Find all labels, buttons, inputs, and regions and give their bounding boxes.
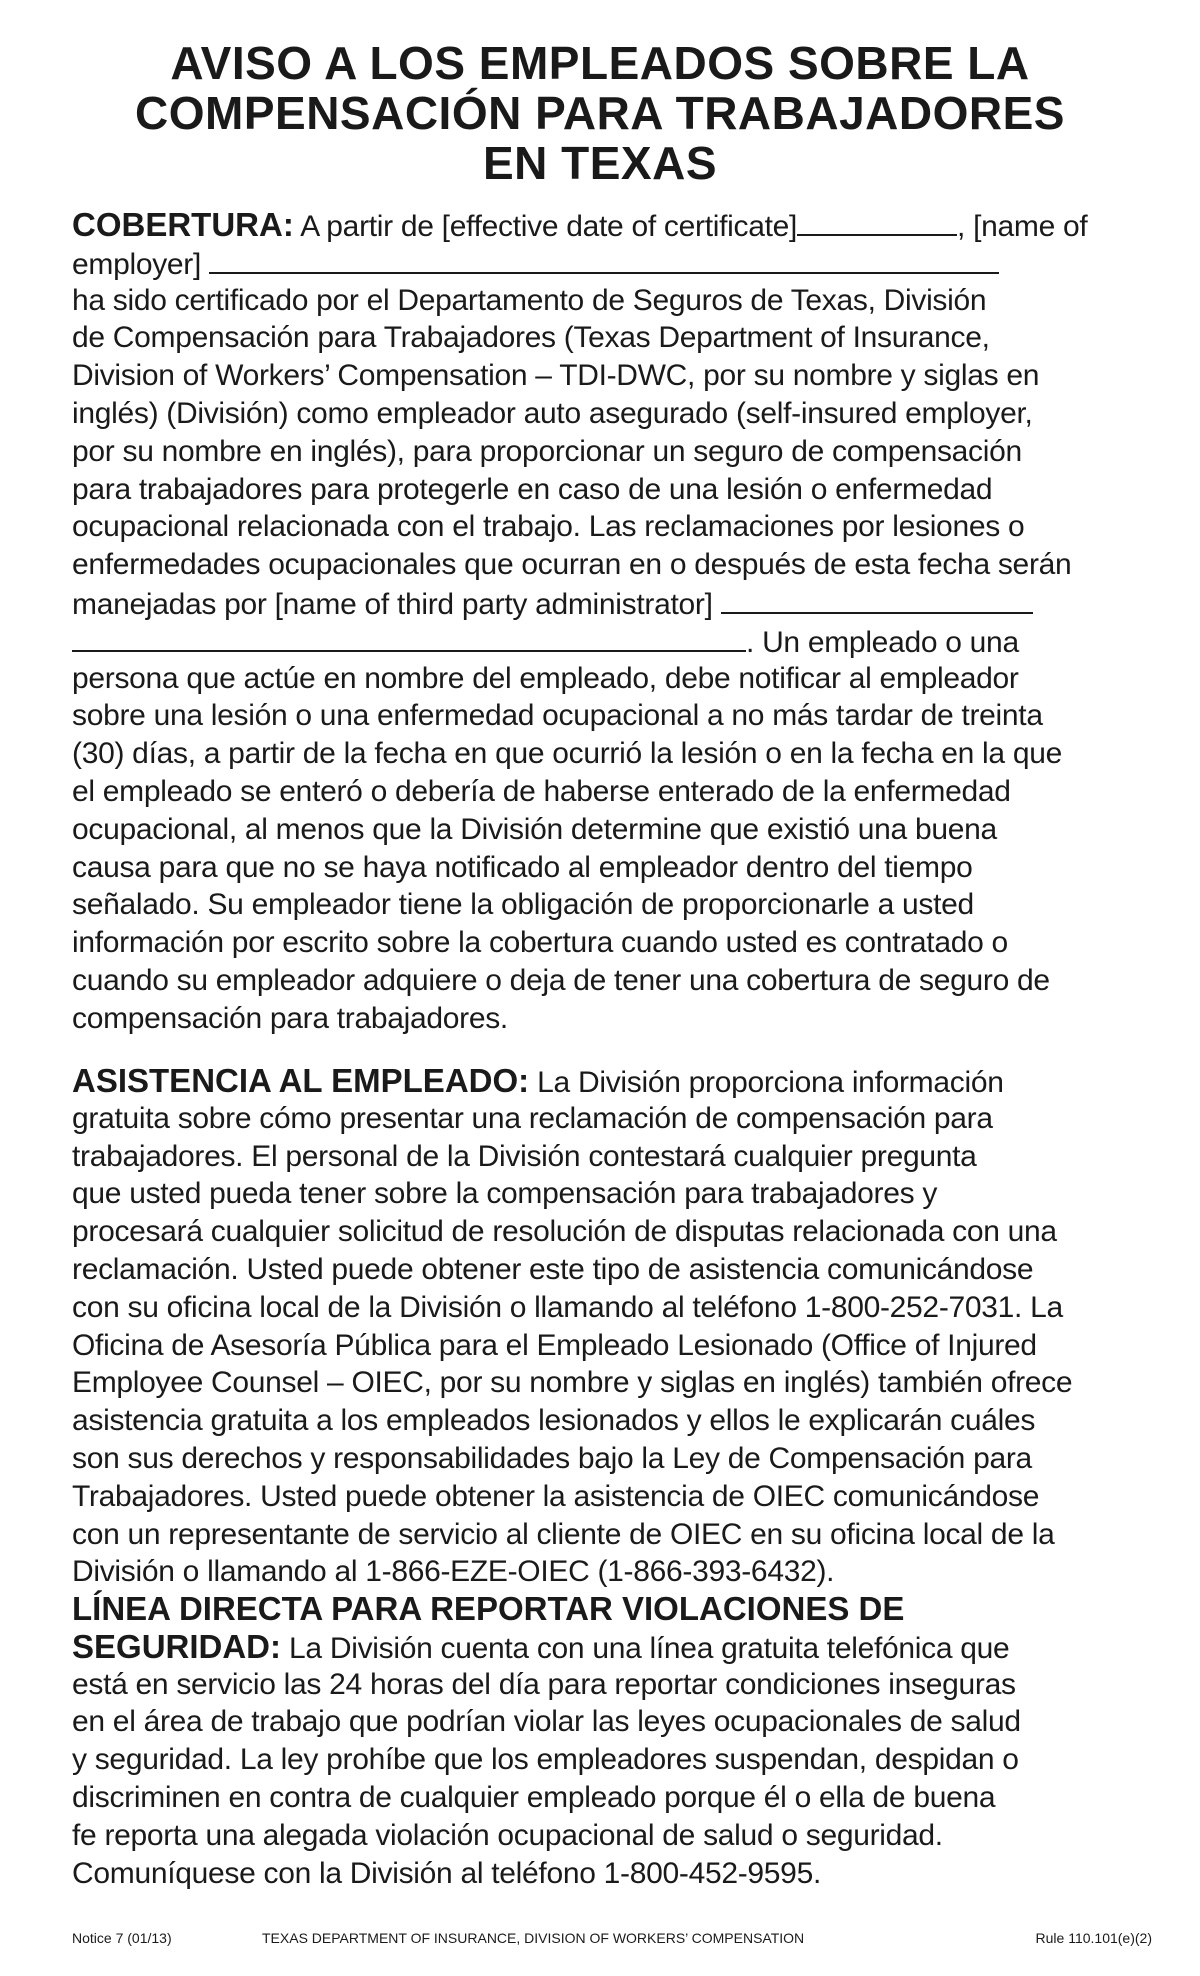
coverage-line: Division of Workers’ Compensation – TDI-DWC, por su nombre y siglas en [72, 359, 1040, 393]
coverage-line: cuando su empleador adquiere o deja de tener una cobertura de seguro de [72, 963, 1050, 997]
coverage-line: causa para que no se haya notificado al empleador dentro del tiempo [72, 850, 973, 884]
coverage-line: (30) días, a partir de la fecha en que ocurrió la lesión o en la fecha en la que [72, 737, 1062, 771]
coverage-line: ocupacional relacionada con el trabajo. Las reclamaciones por lesiones o [72, 510, 1025, 544]
agency-name: TEXAS DEPARTMENT OF INSURANCE, DIVISION OF WORKERS’ COMPENSATION [262, 1930, 805, 1946]
employer-name-blank [209, 244, 999, 274]
assistance-line: con su oficina local de la División o llamando al teléfono 1-800-252-7031. La [72, 1290, 1063, 1324]
coverage-line: inglés) (División) como empleador auto asegurado (self-insured employer, [72, 396, 1033, 430]
coverage-text: , [name of [957, 210, 1088, 243]
hotline-line: fe reporta una alegada violación ocupacional de salud o seguridad. [72, 1818, 943, 1852]
coverage-line [72, 206, 1152, 244]
footer [72, 1928, 1152, 1948]
coverage-line: persona que actúe en nombre del empleado, debe notificar al empleador [72, 661, 1019, 695]
title-line: COMPENSACIÓN PARA TRABAJADORES [135, 87, 1065, 139]
title-line: AVISO A LOS EMPLEADOS SOBRE LA [170, 37, 1030, 89]
assistance-line: Trabajadores. Usted puede obtener la asistencia de OIEC comunicándose [72, 1479, 1040, 1513]
coverage-line: ha sido certificado por el Departamento de Seguros de Texas, División [72, 283, 987, 317]
assistance-line: gratuita sobre cómo presentar una reclamación de compensación para [72, 1101, 993, 1135]
tpa-name-blank-continued [72, 622, 746, 652]
hotline-heading: LÍNEA DIRECTA PARA REPORTAR VIOLACIONES DE [72, 1590, 905, 1627]
coverage-line [72, 584, 1152, 622]
assistance-line: que usted pueda tener sobre la compensación para trabajadores y [72, 1177, 938, 1211]
coverage-text: . Un empleado o una [746, 625, 1019, 659]
hotline-line: Comuníquese con la División al teléfono 1-800-452-9595. [72, 1856, 821, 1890]
hotline-text: La División cuenta con una línea gratuita telefónica que [281, 1631, 1010, 1665]
coverage-text: A partir de [effective date of certificate] [293, 210, 798, 243]
assistance-section [72, 1062, 1152, 1591]
coverage-line: señalado. Su empleador tiene la obligación de proporcionarle a usted [72, 888, 974, 922]
assistance-line [72, 1062, 1152, 1100]
assistance-text: La División proporciona información [529, 1066, 1004, 1099]
assistance-line: son sus derechos y responsabilidades bajo la Ley de Compensación para [72, 1441, 1032, 1475]
coverage-line: información por escrito sobre la cobertura cuando usted es contratado o [72, 926, 1008, 960]
coverage-line: sobre una lesión o una enfermedad ocupacional a no más tardar de treinta [72, 699, 1043, 733]
hotline-line [72, 1628, 1152, 1666]
notice-title [60, 38, 1140, 188]
assistance-line: asistencia gratuita a los empleados lesionados y ellos le explicarán cuáles [72, 1404, 1036, 1438]
coverage-line [72, 622, 1152, 660]
assistance-heading: ASISTENCIA AL EMPLEADO: [72, 1062, 530, 1099]
hotline-line: está en servicio las 24 horas del día para reportar condiciones inseguras [72, 1667, 1016, 1701]
coverage-heading: COBERTURA: [72, 206, 294, 243]
coverage-text: manejadas por [name of third party administrator] [72, 587, 721, 621]
tpa-name-blank [721, 584, 1033, 614]
coverage-section [72, 206, 1152, 1038]
hotline-section [72, 1590, 1152, 1892]
assistance-line: con un representante de servicio al cliente de OIEC en su oficina local de la [72, 1517, 1055, 1551]
assistance-line: reclamación. Usted puede obtener este tipo de asistencia comunicándose [72, 1252, 1034, 1286]
hotline-line: discriminen en contra de cualquier empleado porque él o ella de buena [72, 1780, 996, 1814]
coverage-line [72, 244, 1152, 282]
title-line: EN TEXAS [482, 137, 718, 189]
hotline-line: y seguridad. La ley prohíbe que los empleadores suspendan, despidan o [72, 1743, 1019, 1777]
assistance-line: División o llamando al 1-866-EZE-OIEC (1-866-393-6432). [72, 1555, 835, 1589]
coverage-line: por su nombre en inglés), para proporcionar un seguro de compensación [72, 434, 1022, 468]
hotline-line: en el área de trabajo que podrían violar las leyes ocupacionales de salud [72, 1705, 1021, 1739]
coverage-line: ocupacional, al menos que la División determine que existió una buena [72, 812, 997, 846]
coverage-line: compensación para trabajadores. [72, 1001, 508, 1035]
hotline-heading-continued: SEGURIDAD: [72, 1627, 282, 1665]
notice-number: Notice 7 (01/13) [72, 1930, 172, 1946]
coverage-line: para trabajadores para protegerle en caso de una lesión o enfermedad [72, 472, 993, 506]
coverage-line: el empleado se enteró o debería de haberse enterado de la enfermedad [72, 774, 1011, 808]
assistance-line: procesará cualquier solicitud de resolución de disputas relacionada con una [72, 1215, 1057, 1249]
coverage-line: de Compensación para Trabajadores (Texas Department of Insurance, [72, 321, 990, 355]
coverage-line: enfermedades ocupacionales que ocurran en o después de esta fecha serán [72, 548, 1072, 582]
effective-date-blank [797, 206, 957, 236]
assistance-line: trabajadores. El personal de la División contestará cualquier pregunta [72, 1139, 977, 1173]
assistance-line: Employee Counsel – OIEC, por su nombre y siglas en inglés) también ofrece [72, 1366, 1073, 1400]
rule-reference: Rule 110.101(e)(2) [1035, 1930, 1152, 1946]
coverage-text: employer] [72, 247, 210, 281]
assistance-line: Oficina de Asesoría Pública para el Empleado Lesionado (Office of Injured [72, 1328, 1037, 1362]
